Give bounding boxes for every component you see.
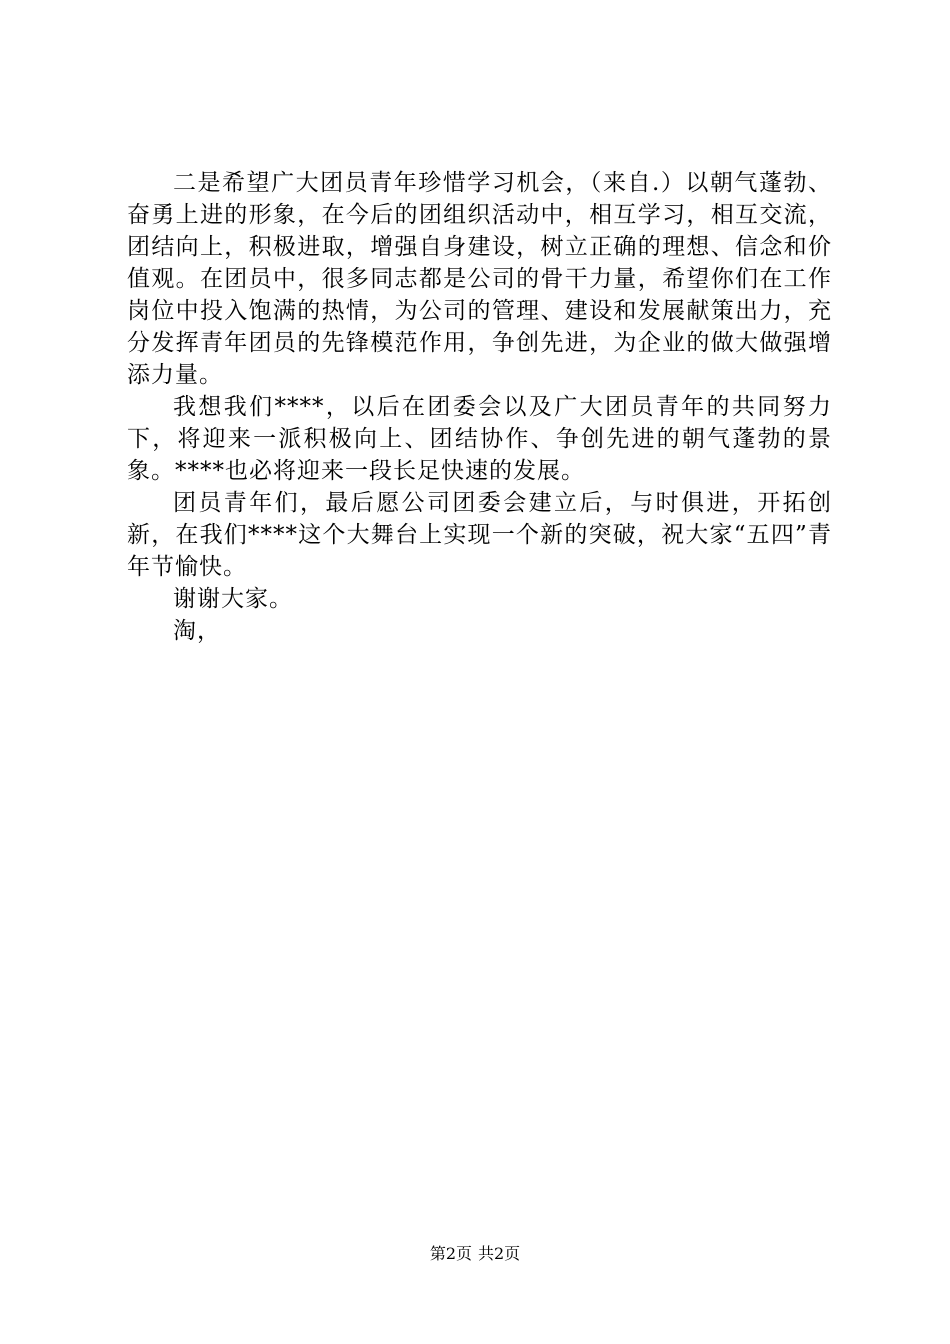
paragraph-1: 二是希望广大团员青年珍惜学习机会，（来自.）以朝气蓬勃、奋勇上进的形象，在今后的团组织活动中，相互学习，相互交流，团结向上，积极进取，增强自身建设，树立正确的理想、信念和价值观。在团员中，很多同志都是公司的骨干力量，希望你们在工作岗位中投入饱满的热情，为公司的管理、建设和发展献策出力，充分发挥青年团员的先锋模范作用，争创先进，为企业的做大做强增添力量。 [127,170,832,388]
paragraph-5: 淘， [173,618,221,644]
page-number: 第2页 [429,1244,472,1263]
document-body [127,167,832,647]
page-footer [0,1243,950,1265]
page-total: 共2页 [478,1244,521,1263]
paragraph-3: 团员青年们，最后愿公司团委会建立后，与时俱进，开拓创新，在我们****这个大舞台上实现一个新的突破，祝大家“五四”青年节愉快。 [127,490,832,580]
paragraph-4: 谢谢大家。 [173,586,293,612]
paragraph-2: 我想我们****，以后在团委会以及广大团员青年的共同努力下，将迎来一派积极向上、团结协作、争创先进的朝气蓬勃的景象。****也必将迎来一段长足快速的发展。 [127,394,832,484]
